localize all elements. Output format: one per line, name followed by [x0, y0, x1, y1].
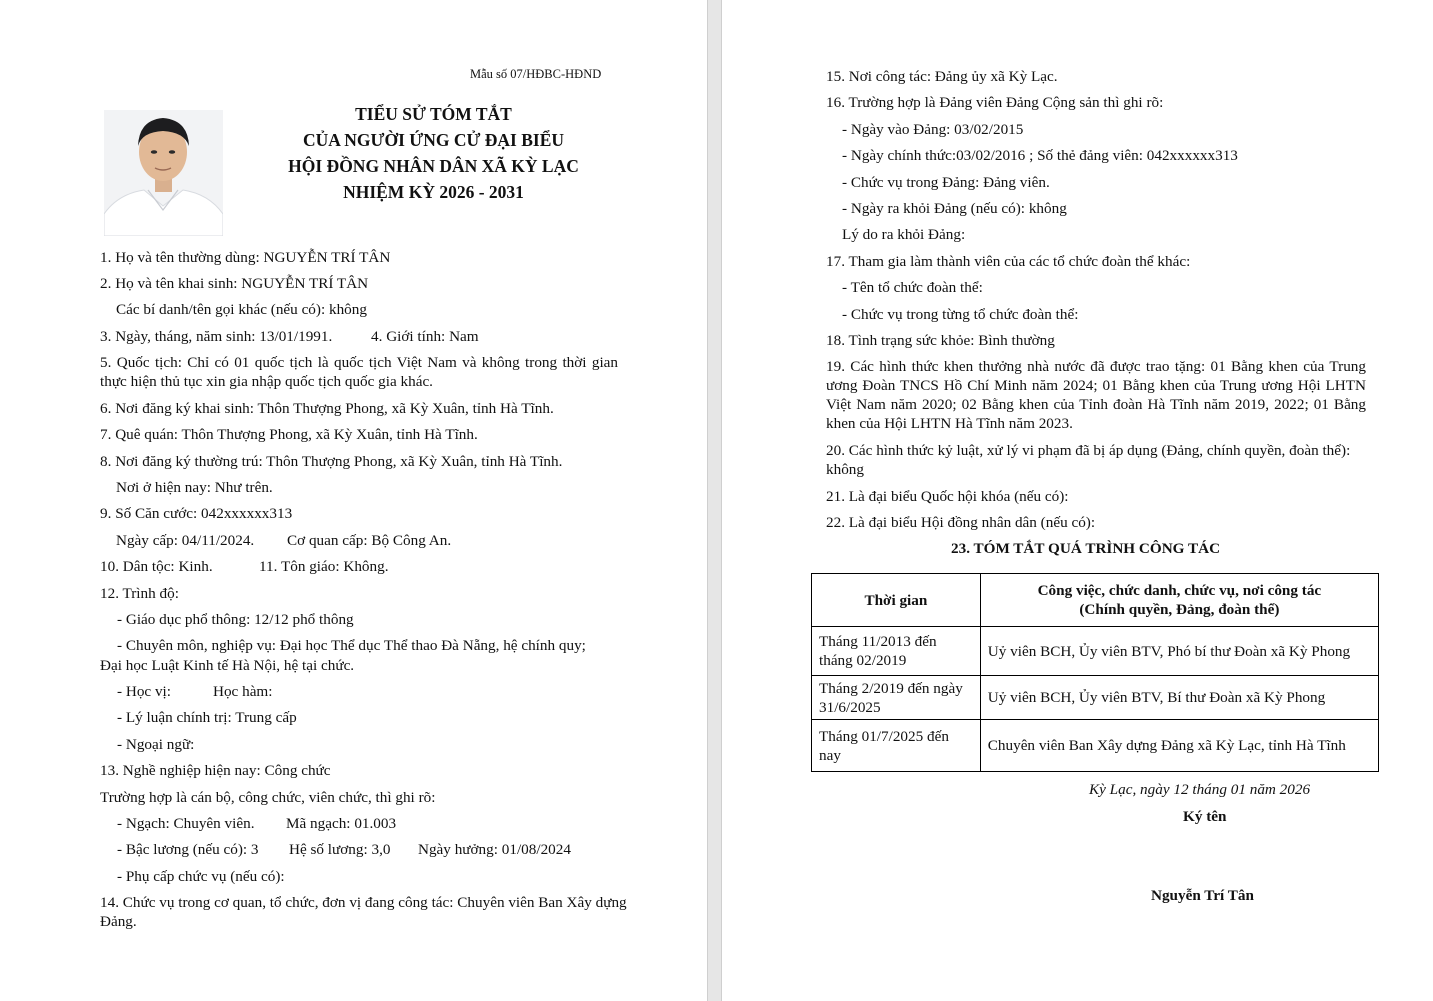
field-party-exit-reason: Lý do ra khỏi Đảng: [842, 226, 966, 243]
document-title-line-2: CỦA NGƯỜI ỨNG CỬ ĐẠI BIỂU [302, 130, 565, 150]
field-salary-level: - Bậc lương (nếu có): 3 [117, 841, 259, 858]
field-party-join-date: - Ngày vào Đảng: 03/02/2015 [842, 121, 1024, 138]
document-title-line-1: TIỂU SỬ TÓM TẮT [355, 104, 512, 124]
field-party-member-heading: 16. Trường hợp là Đảng viên Đảng Cộng sản thì ghi rõ: [826, 94, 1164, 111]
table-header-job [980, 574, 1378, 627]
field-party-official-date: - Ngày chính thức:03/02/2016 ; Số thẻ đảng viên: 042xxxxxx313 [842, 147, 1238, 164]
table-cell-job: Chuyên viên Ban Xây dựng Đảng xã Kỳ Lạc, tỉnh Hà Tĩnh [980, 720, 1378, 772]
table-cell-time: Tháng 11/2013 đến tháng 02/2019 [812, 627, 981, 676]
table-row [812, 720, 1379, 772]
field-rank-code: Mã ngạch: 01.003 [286, 815, 397, 832]
field-position-allowance: - Phụ cấp chức vụ (nếu có): [117, 868, 285, 885]
field-permanent-residence: 8. Nơi đăng ký thường trú: Thôn Thượng Phong, xã Kỳ Xuân, tỉnh Hà Tĩnh. [100, 453, 563, 470]
table-row [812, 676, 1379, 720]
work-history-table [811, 573, 1379, 772]
candidate-photo [104, 110, 223, 236]
field-religion: 11. Tôn giáo: Không. [259, 558, 389, 575]
field-salary-coefficient: Hệ số lương: 3,0 [289, 841, 391, 858]
field-id-number: 9. Số Căn cước: 042xxxxxx313 [100, 505, 293, 522]
field-birth-name: 2. Họ và tên khai sinh: NGUYỄN TRÍ TÂN [100, 275, 369, 292]
document-title-line-4: NHIỆM KỲ 2026 - 2031 [343, 182, 524, 202]
field-common-name: 1. Họ và tên thường dùng: NGUYỄN TRÍ TÂN [100, 249, 391, 266]
field-id-issue-date: Ngày cấp: 04/11/2024. [116, 532, 255, 549]
table-header-row [812, 574, 1379, 627]
field-party-exit-date: - Ngày ra khỏi Đảng (nếu có): không [842, 200, 1067, 217]
table-header-job-line-1: Công việc, chức danh, chức vụ, nơi công tác [1037, 582, 1322, 599]
field-current-position: 14. Chức vụ trong cơ quan, tổ chức, đơn vị đang công tác: Chuyên viên Ban Xây dựng Đảng. [100, 894, 627, 930]
field-foreign-language: - Ngoại ngữ: [117, 736, 195, 753]
signature-place-date: Kỳ Lạc, ngày 12 tháng 01 năm 2026 [1089, 781, 1311, 798]
field-awards: 19. Các hình thức khen thưởng nhà nước đã được trao tặng: 01 Bằng khen của Trung ương Đoàn TNCS Hồ Chí Minh năm 2024; 01 Bằng khen của Trung ương Hội LHTN Việt Nam năm 2020; 02 Bằng khen của Tỉnh đoàn Hà Tĩnh năm 2019, 2022; 01 Bằng khen của Hội LHTN Hà Tĩnh năm 2023. [826, 358, 1366, 432]
field-political-theory: - Lý luận chính trị: Trung cấp [117, 709, 297, 726]
page-gutter [707, 0, 722, 1001]
table-cell-job: Uỷ viên BCH, Ủy viên BTV, Bí thư Đoàn xã Kỳ Phong [980, 676, 1378, 720]
field-civil-servant-note: Trường hợp là cán bộ, công chức, viên chức, thì ghi rõ: [100, 789, 436, 806]
table-cell-job: Uỷ viên BCH, Ủy viên BTV, Phó bí thư Đoàn xã Kỳ Phong [980, 627, 1378, 676]
table-cell-time: Tháng 2/2019 đến ngày 31/6/2025 [812, 676, 981, 720]
field-specialty-line-2: Đại học Luật Kinh tế Hà Nội, hệ tại chức. [100, 657, 355, 674]
field-education-heading: 12. Trình độ: [100, 585, 179, 602]
table-header-time: Thời gian [812, 574, 981, 627]
field-academic-title: Học hàm: [213, 683, 273, 700]
field-workplace: 15. Nơi công tác: Đảng ủy xã Kỳ Lạc. [826, 68, 1058, 85]
field-organizations-heading: 17. Tham gia làm thành viên của các tổ chức đoàn thể khác: [826, 253, 1191, 270]
table-header-job-line-2: (Chính quyền, Đảng, đoàn thể) [1079, 601, 1280, 618]
signature-label: Ký tên [1183, 808, 1227, 825]
field-organization-name: - Tên tổ chức đoàn thể: [842, 279, 983, 296]
field-birth-registration: 6. Nơi đăng ký khai sinh: Thôn Thượng Phong, xã Kỳ Xuân, tỉnh Hà Tĩnh. [100, 400, 554, 417]
field-general-education: - Giáo dục phổ thông: 12/12 phổ thông [117, 611, 354, 628]
field-nationality: 5. Quốc tịch: Chỉ có 01 quốc tịch là quốc tịch Việt Nam và không trong thời gian thực hiện thủ tục xin gia nhập quốc tịch quốc gia khác. [100, 354, 618, 390]
field-id-issuer: Cơ quan cấp: Bộ Công An. [287, 532, 452, 549]
form-number: Mẫu số 07/HĐBC-HĐND [470, 67, 602, 81]
field-national-assembly: 21. Là đại biểu Quốc hội khóa (nếu có): [826, 488, 1069, 505]
table-row [812, 627, 1379, 676]
field-party-position: - Chức vụ trong Đảng: Đảng viên. [842, 174, 1050, 191]
field-gender: 4. Giới tính: Nam [371, 328, 479, 345]
signature-name: Nguyễn Trí Tân [1151, 887, 1254, 904]
field-salary-date: Ngày hưởng: 01/08/2024 [418, 841, 571, 858]
field-occupation: 13. Nghề nghiệp hiện nay: Công chức [100, 762, 331, 779]
field-hometown: 7. Quê quán: Thôn Thượng Phong, xã Kỳ Xuân, tỉnh Hà Tĩnh. [100, 426, 478, 443]
field-peoples-council: 22. Là đại biểu Hội đồng nhân dân (nếu có): [826, 514, 1096, 531]
field-birth-date: 3. Ngày, tháng, năm sinh: 13/01/1991. [100, 328, 333, 345]
field-aliases: Các bí danh/tên gọi khác (nếu có): không [116, 301, 367, 318]
field-specialty-line-1: - Chuyên môn, nghiệp vụ: Đại học Thể dục Thể thao Đà Nẵng, hệ chính quy; [117, 637, 586, 654]
field-organization-position: - Chức vụ trong từng tổ chức đoàn thể: [842, 306, 1079, 323]
field-ethnicity: 10. Dân tộc: Kinh. [100, 558, 213, 575]
field-disciplinary: 20. Các hình thức kỷ luật, xử lý vi phạm đã bị áp dụng (Đảng, chính quyền, đoàn thể): không [826, 442, 1351, 478]
field-current-residence: Nơi ở hiện nay: Như trên. [116, 479, 273, 496]
table-cell-time: Tháng 01/7/2025 đến nay [812, 720, 981, 772]
work-history-heading: 23. TÓM TẮT QUÁ TRÌNH CÔNG TÁC [951, 540, 1221, 557]
field-rank: - Ngạch: Chuyên viên. [117, 815, 255, 832]
field-degree: - Học vị: [117, 683, 171, 700]
document-title-line-3: HỘI ĐỒNG NHÂN DÂN XÃ KỲ LẠC [288, 156, 579, 176]
field-health-status: 18. Tình trạng sức khỏe: Bình thường [826, 332, 1055, 349]
